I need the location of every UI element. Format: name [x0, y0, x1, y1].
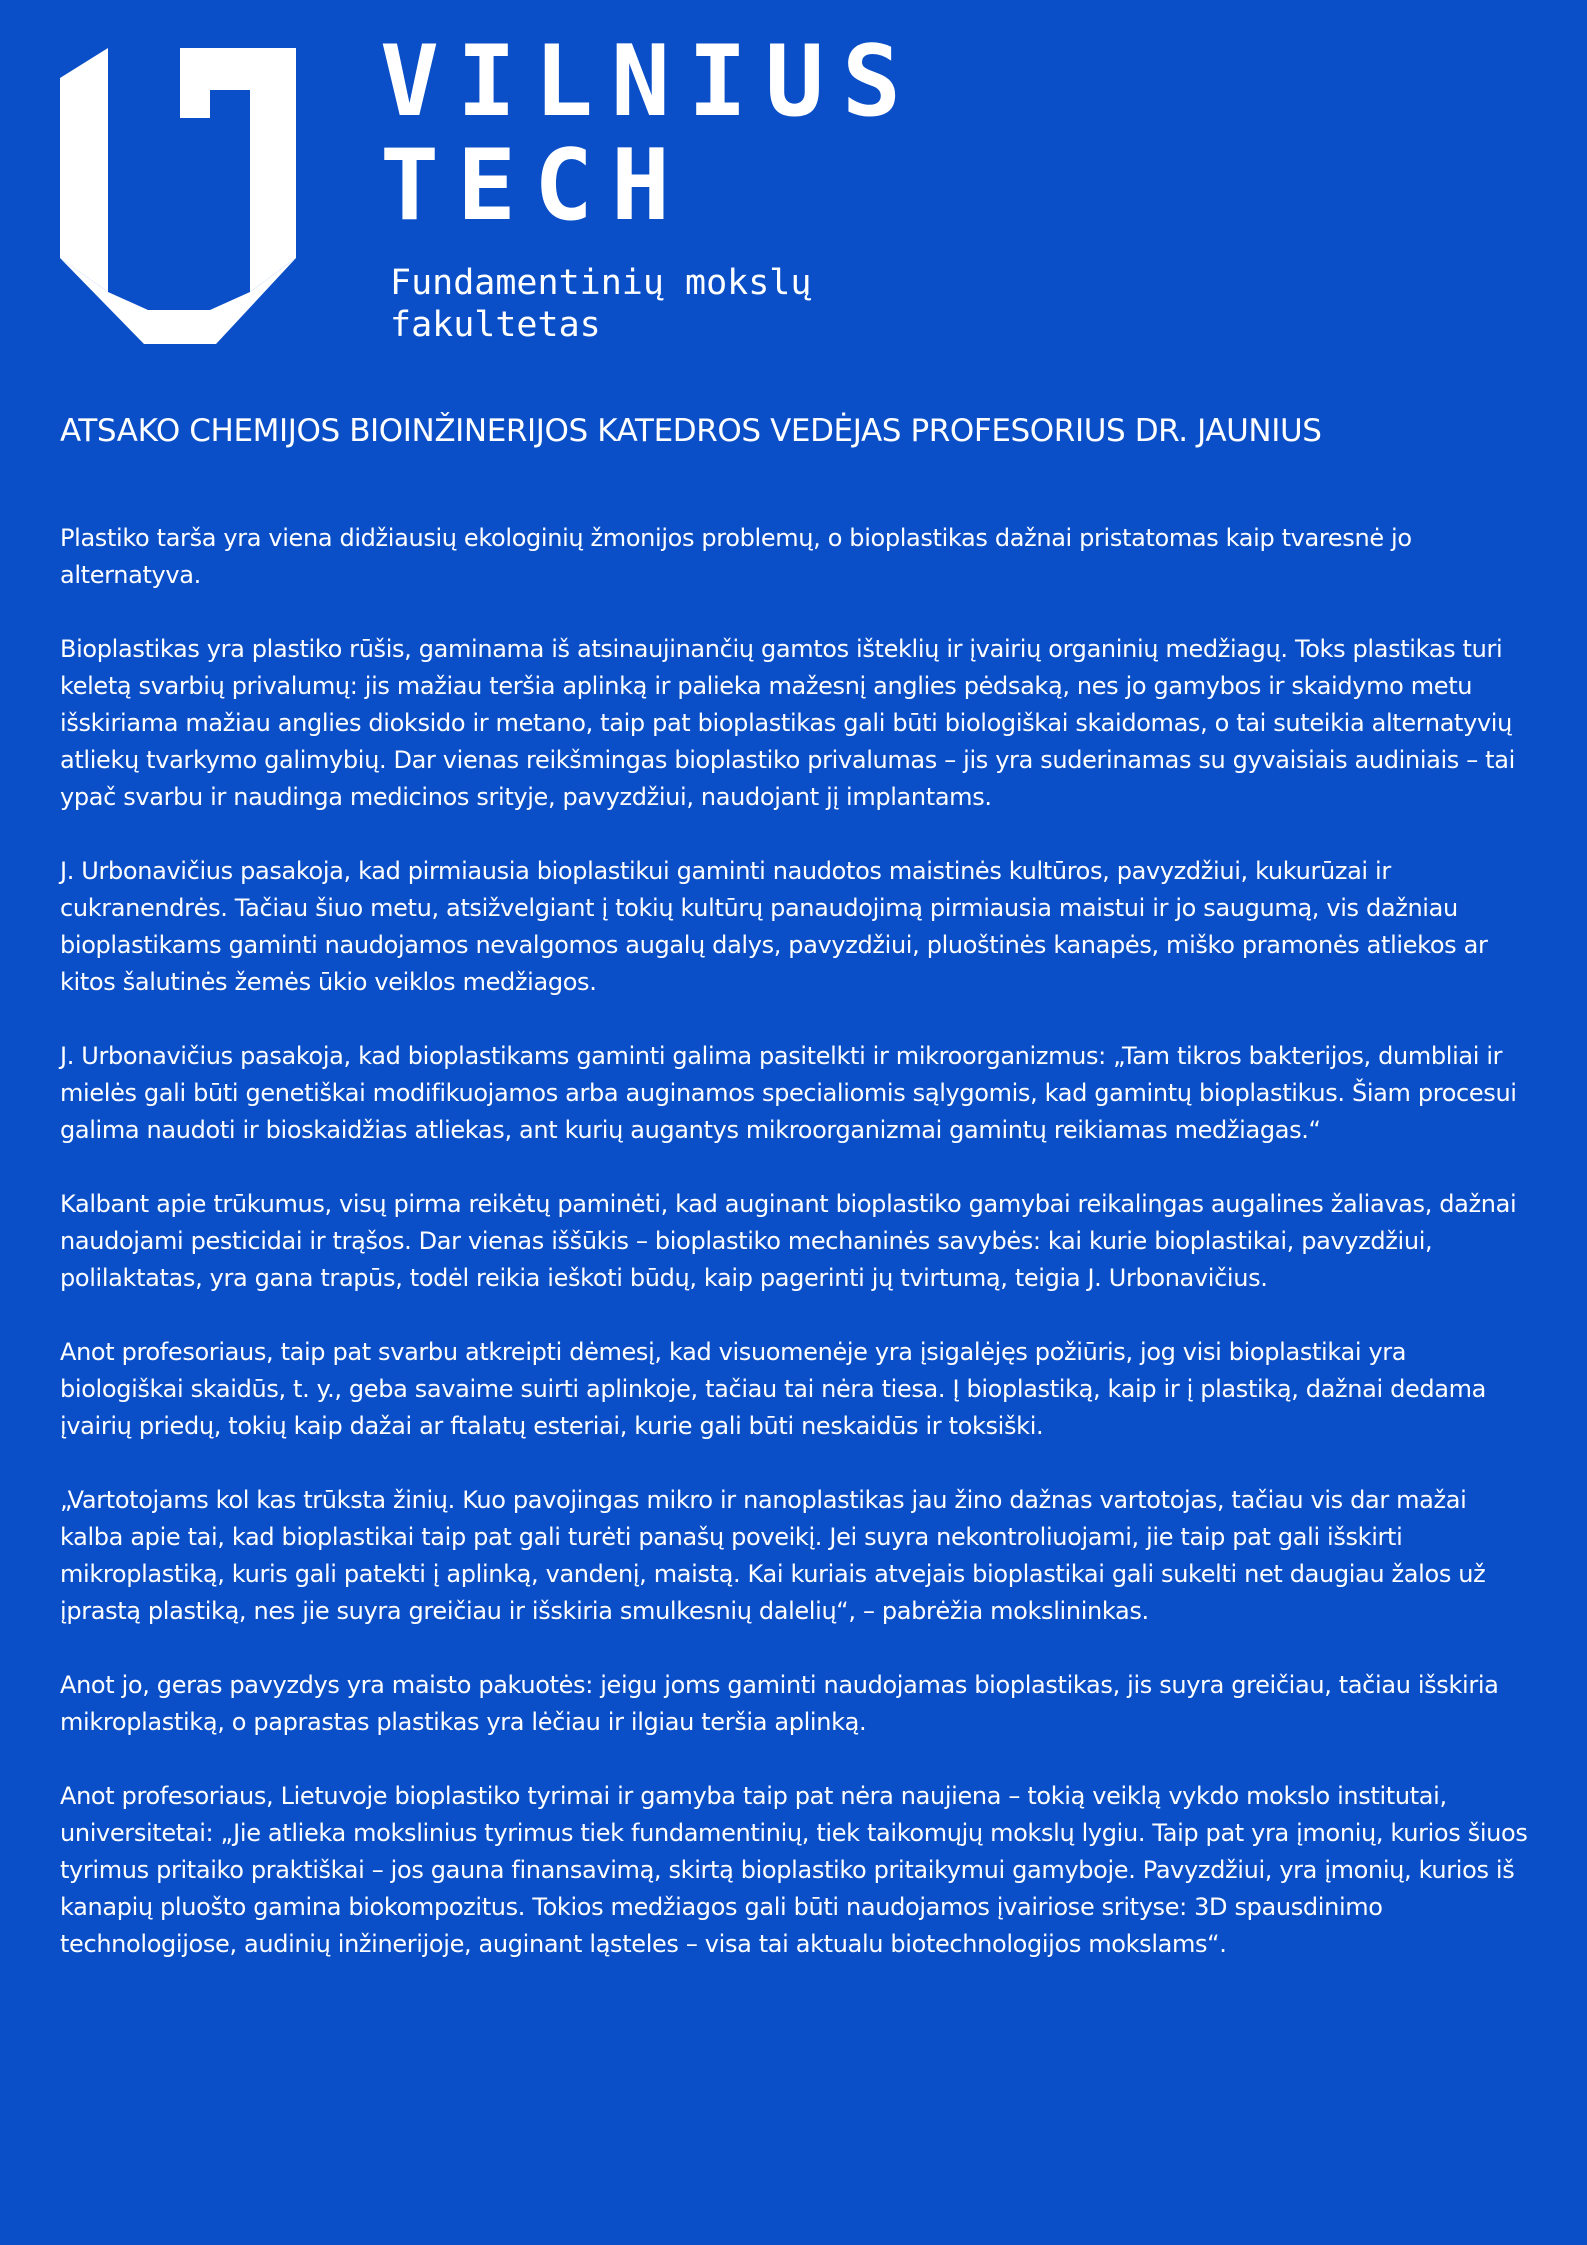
article-paragraph: J. Urbonavičius pasakoja, kad pirmiausia bioplastikui gaminti naudotos maistinės kultūros, pavyzdžiui, kukurūzai ir cukranendrės. Tačiau šiuo metu, atsižvelgiant į tokių kultūrų panaudojimą pirmiausia maistui ir jo saugumą, vis dažniau bioplastikams gaminti naudojamos nevalgomos augalų dalys, pavyzdžiui, pluoštinės kanapės, miško pramonės atliekos ar kitos šalutinės žemės ūkio veiklos medžiagos.	[60, 857, 1488, 996]
faculty-name	[390, 262, 811, 346]
wordmark-line-vilnius: VILNIUS	[380, 25, 920, 139]
article-paragraph: Bioplastikas yra plastiko rūšis, gaminama iš atsinaujinančių gamtos išteklių ir įvairių organinių medžiagų. Toks plastikas turi keletą svarbių privalumų: jis mažiau teršia aplinką ir palieka mažesnį anglies pėdsaką, nes jo gamybos ir skaidymo metu išskiriama mažiau anglies dioksido ir metano, taip pat bioplastikas gali būti biologiškai skaidomas, o tai suteikia alternatyvių atliekų tvarkymo galimybių. Dar vienas reikšmingas bioplastiko privalumas – jis yra suderinamas su gyvaisiais audiniais – tai ypač svarbu ir naudinga medicinos srityje, pavyzdžiui, naudojant jį implantams.	[60, 635, 1515, 811]
faculty-name-line-1: Fundamentinių mokslų	[390, 263, 812, 303]
article-paragraph: Plastiko tarša yra viena didžiausių ekologinių žmonijos problemų, o bioplastikas dažnai pristatomas kaip tvaresnė jo alternatyva.	[60, 524, 1412, 589]
wordmark-line-tech: TECH	[380, 129, 689, 243]
article-paragraph: Kalbant apie trūkumus, visų pirma reikėtų paminėti, kad auginant bioplastiko gamybai reikalingas augalines žaliavas, dažnai naudojami pesticidai ir trąšos. Dar vienas iššūkis – bioplastiko mechaninės savybės: kai kurie bioplastikai, pavyzdžiui, polilaktatas, yra gana trapūs, todėl reikia ieškoti būdų, kaip pagerinti jų tvirtumą, teigia J. Urbonavičius.	[60, 1190, 1517, 1292]
article-paragraph: J. Urbonavičius pasakoja, kad bioplastikams gaminti galima pasitelkti ir mikroorganizmus: „Tam tikros bakterijos, dumbliai ir mielės gali būti genetiškai modifikuojamos arba auginamos specialiomis sąlygomis, kad gamintų bioplastikus. Šiam procesui galima naudoti ir bioskaidžias atliekas, ant kurių augantys mikroorganizmai gamintų reikiamas medžiagas.“	[60, 1042, 1517, 1144]
vilnius-tech-logo-icon	[60, 48, 296, 344]
article-paragraph: „Vartotojams kol kas trūksta žinių. Kuo pavojingas mikro ir nanoplastikas jau žino dažnas vartotojas, tačiau vis dar mažai kalba apie tai, kad bioplastikai taip pat gali turėti panašų poveikį. Jei suyra nekontroliuojami, jie taip pat gali išskirti mikroplastiką, kuris gali patekti į aplinką, vandenį, maistą. Kai kuriais atvejais bioplastikai gali sukelti net daugiau žalos už įprastą plastiką, nes jie suyra greičiau ir išskiria smulkesnių dalelių“, – pabrėžia mokslininkas.	[60, 1486, 1486, 1625]
faculty-name-line-2: fakultetas	[390, 305, 601, 345]
article-body	[60, 520, 1535, 2000]
page-headline: ATSAKO CHEMIJOS BIOINŽINERIJOS KATEDROS VEDĖJAS PROFESORIUS DR. JAUNIUS	[60, 413, 1322, 449]
article-paragraph: Anot profesoriaus, taip pat svarbu atkreipti dėmesį, kad visuomenėje yra įsigalėjęs požiūris, jog visi bioplastikai yra biologiškai skaidūs, t. y., geba savaime suirti aplinkoje, tačiau tai nėra tiesa. Į bioplastiką, kaip ir į plastiką, dažnai dedama įvairių priedų, tokių kaip dažai ar ftalatų esteriai, kurie gali būti neskaidūs ir toksiški.	[60, 1338, 1487, 1440]
vilnius-tech-wordmark	[380, 25, 920, 243]
article-paragraph: Anot profesoriaus, Lietuvoje bioplastiko tyrimai ir gamyba taip pat nėra naujiena – tokią veiklą vykdo mokslo institutai, universitetai: „Jie atlieka mokslinius tyrimus tiek fundamentinių, tiek taikomųjų mokslų lygiu. Taip pat yra įmonių, kurios šiuos tyrimus pritaiko praktiškai – jos gauna finansavimą, skirtą bioplastiko pritaikymui gamyboje. Pavyzdžiui, yra įmonių, kurios iš kanapių pluošto gamina biokompozitus. Tokios medžiagos gali būti naudojamos įvairiose srityse: 3D spausdinimo technologijose, audinių inžinerijoje, auginant ląsteles – visa tai aktualu biotechnologijos mokslams“.	[60, 1782, 1528, 1958]
article-paragraph: Anot jo, geras pavyzdys yra maisto pakuotės: jeigu joms gaminti naudojamas bioplastikas, jis suyra greičiau, tačiau išskiria mikroplastiką, o paprastas plastikas yra lėčiau ir ilgiau teršia aplinką.	[60, 1671, 1499, 1736]
